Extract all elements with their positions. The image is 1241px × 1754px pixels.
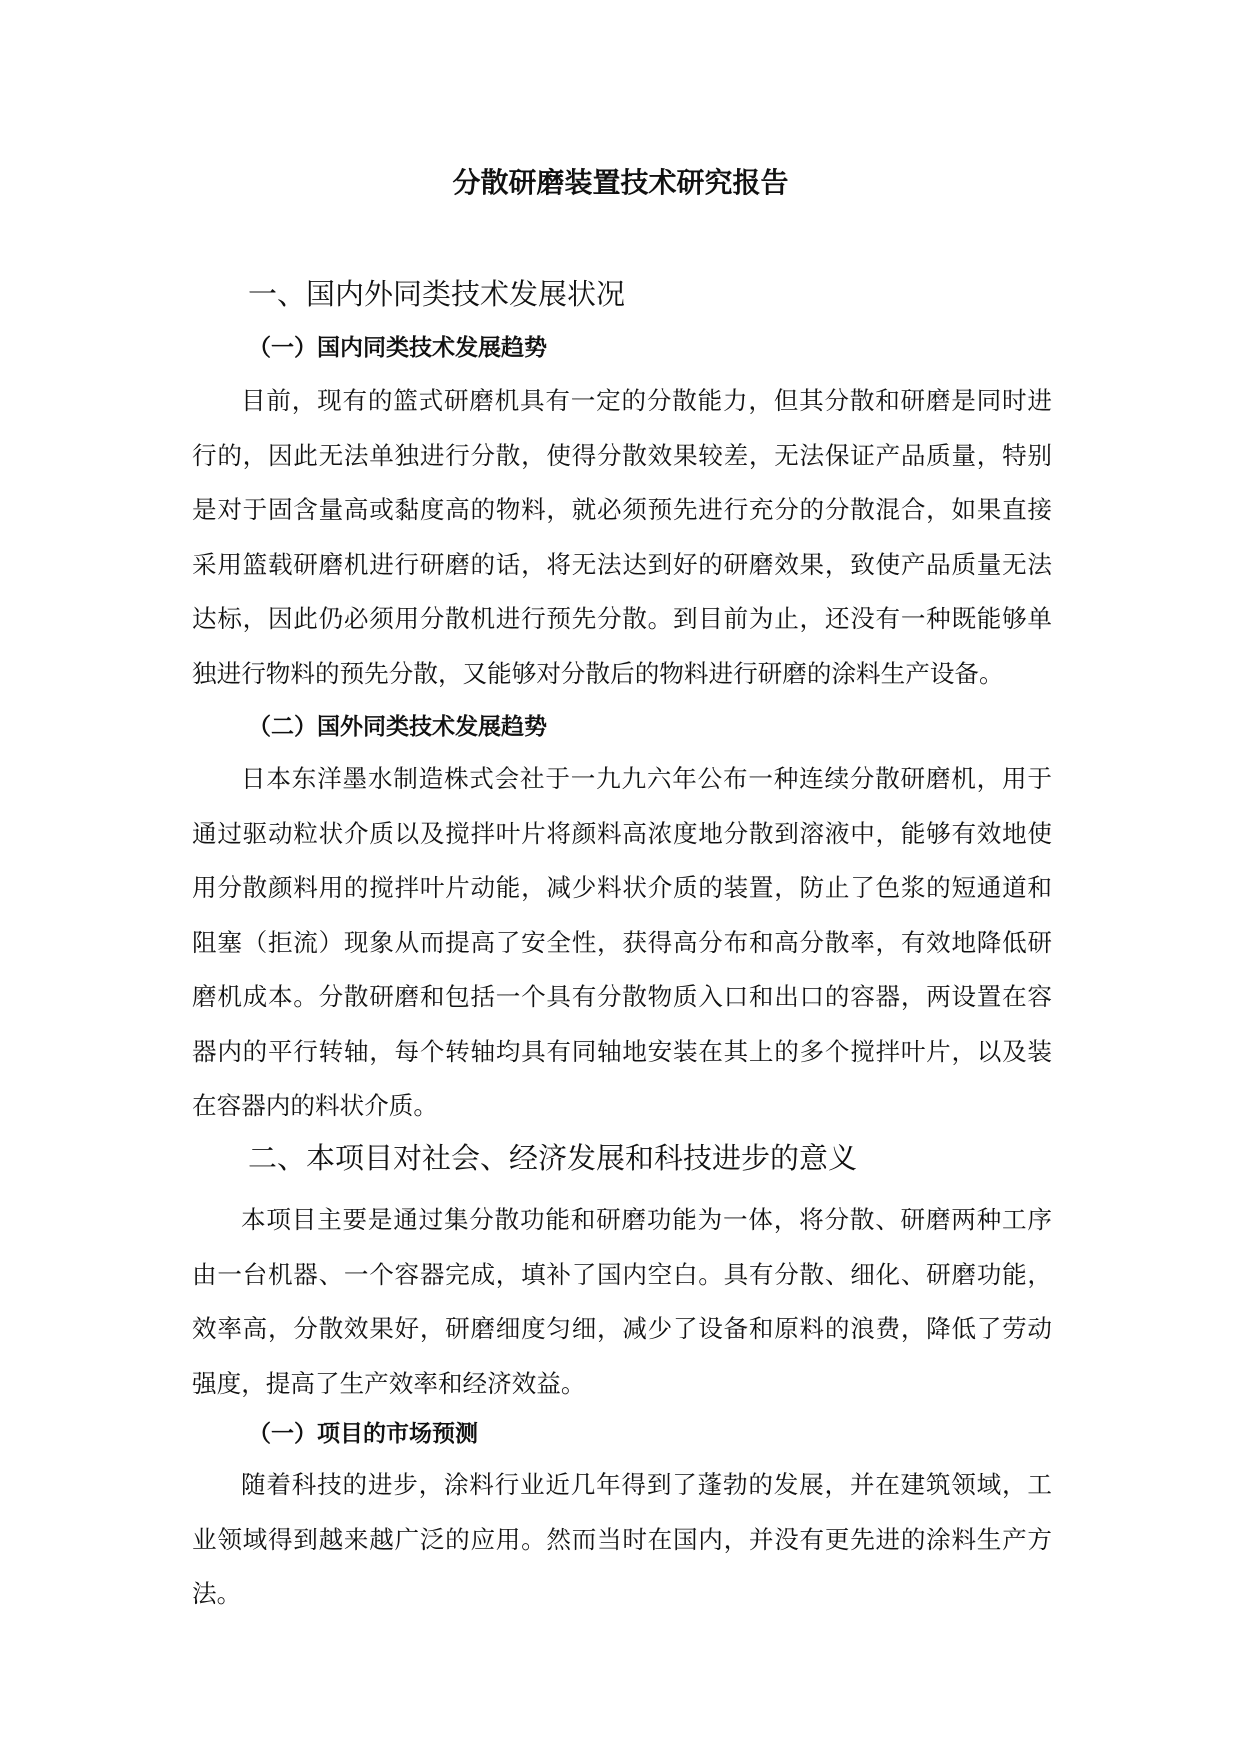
paragraph-domestic-trend: 目前，现有的篮式研磨机具有一定的分散能力，但其分散和研磨是同时进行的，因此无法单独进行分散，使得分散效果较差，无法保证产品质量，特别是对于固含量高或黏度高的物料，就必须预先进行充分的分散混合，如果直接采用篮载研磨机进行研磨的话，将无法达到好的研磨效果，致使产品质量无法达标，因此仍必须用分散机进行预先分散。到目前为止，还没有一种既能够单独进行物料的预先分散，又能够对分散后的物料进行研磨的涂料生产设备。	[192, 386, 1052, 688]
paragraph-market-forecast: 随着科技的进步，涂料行业近几年得到了蓬勃的发展，并在建筑领域，工业领域得到越来越广泛的应用。然而当时在国内，并没有更先进的涂料生产方法。	[192, 1470, 1052, 1608]
subsection-heading-market-forecast: （一）项目的市场预测	[248, 1421, 478, 1447]
section-heading-significance: 二、本项目对社会、经济发展和科技进步的意义	[248, 1141, 858, 1175]
paragraph-foreign-trend: 日本东洋墨水制造株式会社于一九九六年公布一种连续分散研磨机，用于通过驱动粒状介质以及搅拌叶片将颜料高浓度地分散到溶液中，能够有效地使用分散颜料用的搅拌叶片动能，减少料状介质的装置，防止了色浆的短通道和阻塞（拒流）现象从而提高了安全性，获得高分布和高分散率，有效地降低研磨机成本。分散研磨和包括一个具有分散物质入口和出口的容器，两设置在容器内的平行转轴，每个转轴均具有同轴地安装在其上的多个搅拌叶片，以及装在容器内的料状介质。	[192, 764, 1052, 1120]
subsection-heading-domestic-trend: （一）国内同类技术发展趋势	[248, 335, 547, 361]
section-heading-domestic-foreign: 一、国内外同类技术发展状况	[248, 277, 626, 311]
document-title: 分散研磨装置技术研究报告	[452, 166, 789, 199]
paragraph-significance: 本项目主要是通过集分散功能和研磨功能为一体，将分散、研磨两种工序由一台机器、一个容器完成，填补了国内空白。具有分散、细化、研磨功能，效率高，分散效果好，研磨细度匀细，减少了设备和原料的浪费，降低了劳动强度，提高了生产效率和经济效益。	[192, 1205, 1052, 1398]
subsection-heading-foreign-trend: （二）国外同类技术发展趋势	[248, 714, 547, 740]
